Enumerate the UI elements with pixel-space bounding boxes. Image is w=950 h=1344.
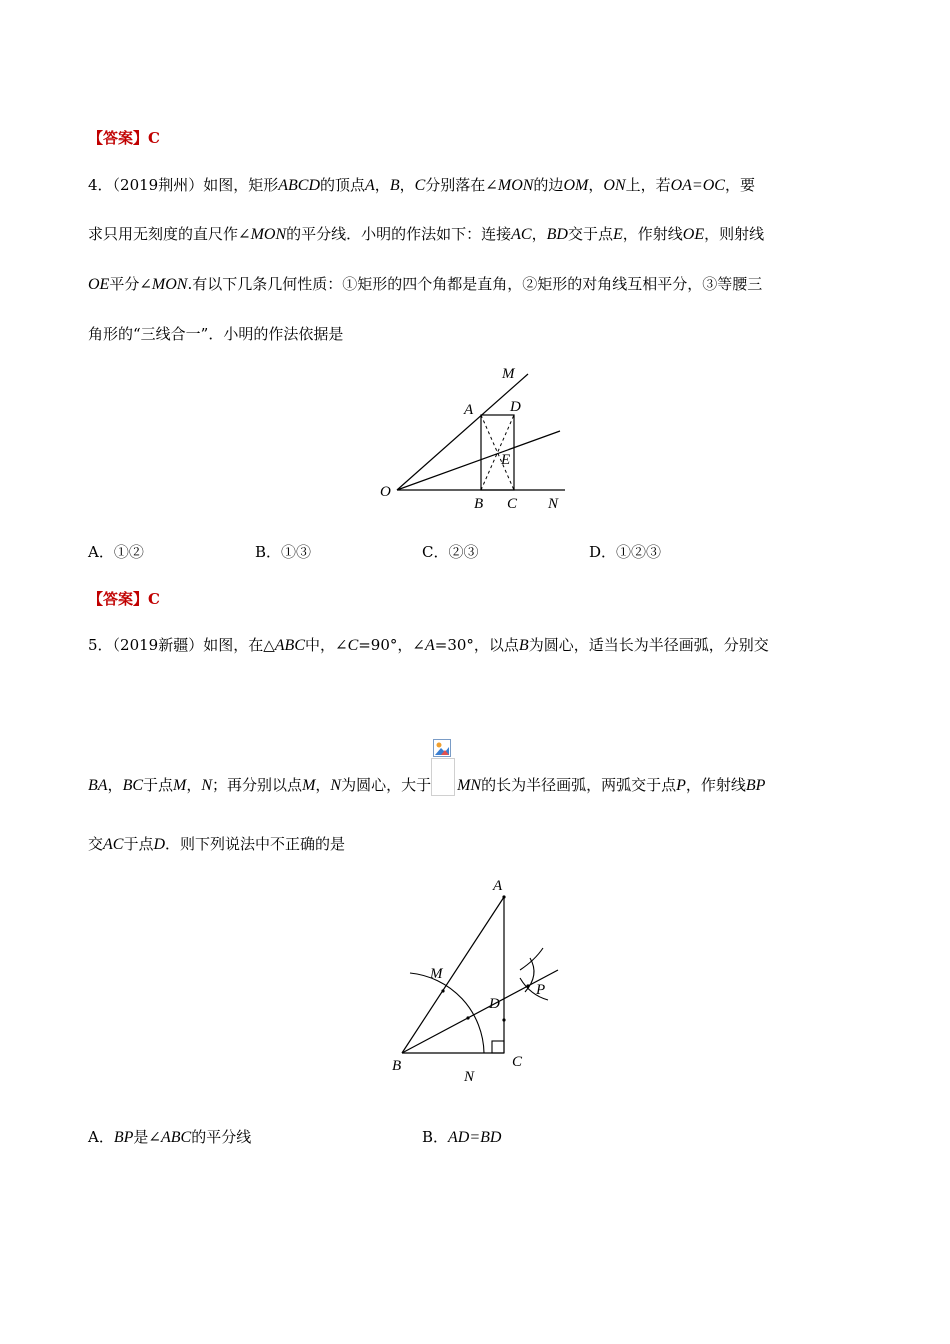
- point-d: [502, 1018, 505, 1021]
- q4-line-4: 角形的“三线合一”．小明的作法依据是: [88, 325, 344, 343]
- q5-line-2: BA，BC于点M，N；再分别以点M，N为圆心，大于 MN的长为半径画弧，两弧交于点P，作射线BP: [88, 758, 765, 796]
- q4-line-1: 4．（2019荆州）如图，矩形ABCD的顶点A，B，C分别落在∠MON的边OM，ON上，若OA=OC，要: [88, 176, 755, 194]
- label-p: P: [536, 982, 546, 998]
- label-n: N: [464, 1069, 475, 1085]
- q4-option-b[interactable]: B．①③: [255, 543, 312, 561]
- q5-option-b[interactable]: B．AD=BD: [422, 1128, 502, 1146]
- ray-oe: [397, 431, 560, 490]
- label-o: O: [380, 484, 391, 500]
- point-m: [441, 989, 444, 992]
- ray-om: [397, 374, 528, 490]
- arc-p-2: [520, 948, 543, 970]
- label-e: E: [501, 452, 511, 468]
- label-b: B: [474, 496, 484, 512]
- q5-figure: [380, 870, 580, 1090]
- q5-option-a[interactable]: A．BP是∠ABC的平分线: [88, 1128, 252, 1146]
- q4-option-c[interactable]: C．②③: [422, 543, 479, 561]
- q5-line-1: 5．（2019新疆）如图，在△ABC中，∠C=90°，∠A=30°，以点B为圆心，适当长为半径画弧，分别交: [88, 636, 769, 654]
- right-angle-mark: [492, 1041, 504, 1053]
- label-d: D: [510, 399, 521, 415]
- label-c: C: [507, 496, 518, 512]
- label-c: C: [512, 1054, 523, 1070]
- label-m: M: [430, 966, 443, 982]
- q4-line-3: OE平分∠MON.有以下几条几何性质：①矩形的四个角都是直角，②矩形的对角线互相平分，③等腰三: [88, 275, 763, 293]
- answer-line-2: 【答案】C: [88, 590, 160, 608]
- label-d: D: [489, 996, 500, 1012]
- segment-ab: [402, 897, 504, 1053]
- point-a: [502, 895, 505, 898]
- point-p: [526, 984, 529, 987]
- q4-option-d[interactable]: D．①②③: [589, 543, 662, 561]
- point-n: [466, 1016, 469, 1019]
- q4-line-2: 求只用无刻度的直尺作∠MON的平分线．小明的作法如下：连接AC，BD交于点E，作射线OE，则射线: [88, 225, 765, 243]
- q5-line-3: 交AC于点D．则下列说法中不正确的是: [88, 835, 346, 853]
- q4-figure: [370, 358, 590, 518]
- q4-option-a[interactable]: A．①②: [88, 543, 144, 561]
- broken-image-icon: [431, 758, 455, 796]
- label-m: M: [502, 366, 515, 382]
- label-b: B: [392, 1058, 402, 1074]
- label-a: A: [464, 402, 474, 418]
- ray-bp: [402, 970, 558, 1053]
- answer-value: C: [148, 129, 160, 147]
- label-n: N: [548, 496, 559, 512]
- answer-line-1: [88, 128, 160, 148]
- answer-label: 【答案】: [88, 129, 149, 147]
- label-a: A: [493, 878, 503, 894]
